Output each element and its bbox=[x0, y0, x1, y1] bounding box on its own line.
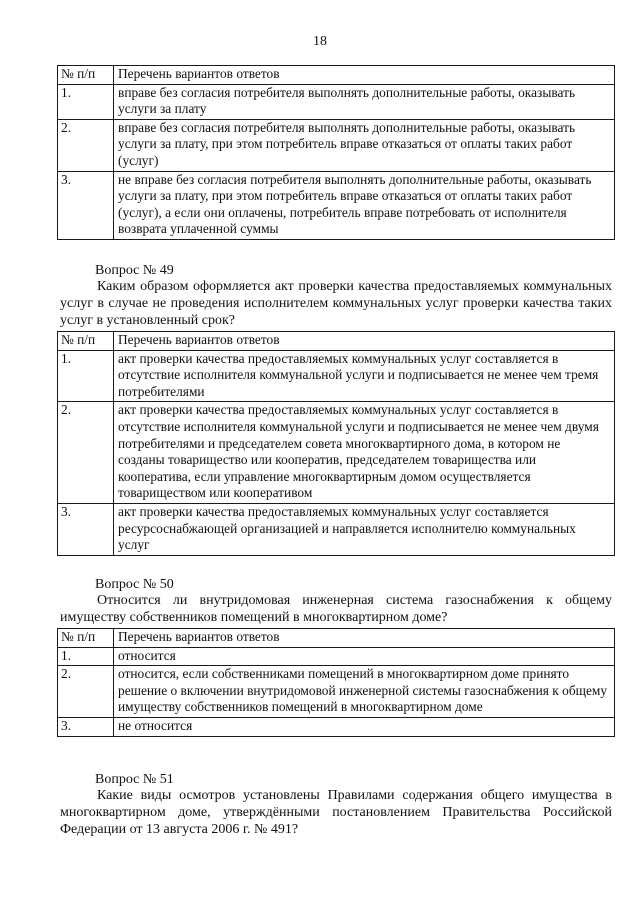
row-text: акт проверки качества предоставляемых коммунальных услуг составляется в отсутствие исполнителя коммунальной услуги и подписывается не менее чем тремя потребителями bbox=[114, 350, 615, 402]
row-num: 2. bbox=[58, 402, 114, 504]
header-text: Перечень вариантов ответов bbox=[114, 629, 615, 648]
header-num: № п/п bbox=[58, 332, 114, 351]
question-50-title: Вопрос № 50 bbox=[95, 577, 174, 592]
table-row bbox=[58, 84, 615, 119]
row-text: относится, если собственниками помещений в многоквартирном доме принято решение о включении внутридомовой инженерной системы газоснабжения к общему имуществу собственников помещений в многоквартирном доме bbox=[114, 666, 615, 718]
row-num: 3. bbox=[58, 717, 114, 736]
table-row bbox=[58, 402, 615, 504]
table-header-row bbox=[58, 332, 615, 351]
question-49-title: Вопрос № 49 bbox=[95, 263, 174, 278]
page-number: 18 bbox=[313, 34, 327, 49]
table-row bbox=[58, 171, 615, 239]
row-num: 2. bbox=[58, 119, 114, 171]
row-text: не вправе без согласия потребителя выполнять дополнительные работы, оказывать услуги за плату, при этом потребитель вправе отказаться от оплаты таких работ (услуг), а если они оплачены, потребитель вправе потребовать от исполнителя возврата уплаченной суммы bbox=[114, 171, 615, 239]
question-51-title: Вопрос № 51 bbox=[95, 772, 174, 787]
table-row bbox=[58, 647, 615, 666]
row-num: 1. bbox=[58, 350, 114, 402]
row-num: 1. bbox=[58, 647, 114, 666]
row-text: акт проверки качества предоставляемых коммунальных услуг составляется в отсутствие исполнителя коммунальной услуги и подписывается не менее чем двумя потребителями и председателем совета многоквартирного дома, в котором не созданы товарищество или кооператив, председателем товарищества или кооператива, если управление многоквартирным домом осуществляется товариществом или кооперативом bbox=[114, 402, 615, 504]
answers-table-48 bbox=[57, 65, 615, 240]
table-header-row bbox=[58, 629, 615, 648]
header-num: № п/п bbox=[58, 629, 114, 648]
row-text: вправе без согласия потребителя выполнять дополнительные работы, оказывать услуги за плату, при этом потребитель вправе отказаться от оплаты таких работ (услуг) bbox=[114, 119, 615, 171]
row-text: вправе без согласия потребителя выполнять дополнительные работы, оказывать услуги за плату bbox=[114, 84, 615, 119]
answers-table-49 bbox=[57, 331, 615, 556]
row-text: относится bbox=[114, 647, 615, 666]
table-header-row bbox=[58, 66, 615, 85]
table-row bbox=[58, 666, 615, 718]
row-text: акт проверки качества предоставляемых коммунальных услуг составляется ресурсоснабжающей организацией и направляется исполнителю коммунальных услуг bbox=[114, 503, 615, 555]
header-text: Перечень вариантов ответов bbox=[114, 332, 615, 351]
row-text: не относится bbox=[114, 717, 615, 736]
header-text: Перечень вариантов ответов bbox=[114, 66, 615, 85]
row-num: 3. bbox=[58, 503, 114, 555]
row-num: 1. bbox=[58, 84, 114, 119]
table-row bbox=[58, 503, 615, 555]
table-row bbox=[58, 350, 615, 402]
answers-table-50 bbox=[57, 628, 615, 737]
table-row bbox=[58, 119, 615, 171]
question-50-text: Относится ли внутридомовая инженерная система газоснабжения к общему имуществу собственников помещений в многоквартирном доме? bbox=[60, 593, 612, 625]
table-row bbox=[58, 717, 615, 736]
question-51-text: Какие виды осмотров установлены Правилами содержания общего имущества в многоквартирном доме, утверждёнными постановлением Правительства Российской Федерации от 13 августа 2006 г. № 491? bbox=[60, 788, 612, 837]
header-num: № п/п bbox=[58, 66, 114, 85]
row-num: 2. bbox=[58, 666, 114, 718]
row-num: 3. bbox=[58, 171, 114, 239]
question-49-text: Каким образом оформляется акт проверки качества предоставляемых коммунальных услуг в случае не проведения исполнителем коммунальных услуг проверки качества таких услуг в установленный срок? bbox=[60, 279, 612, 328]
